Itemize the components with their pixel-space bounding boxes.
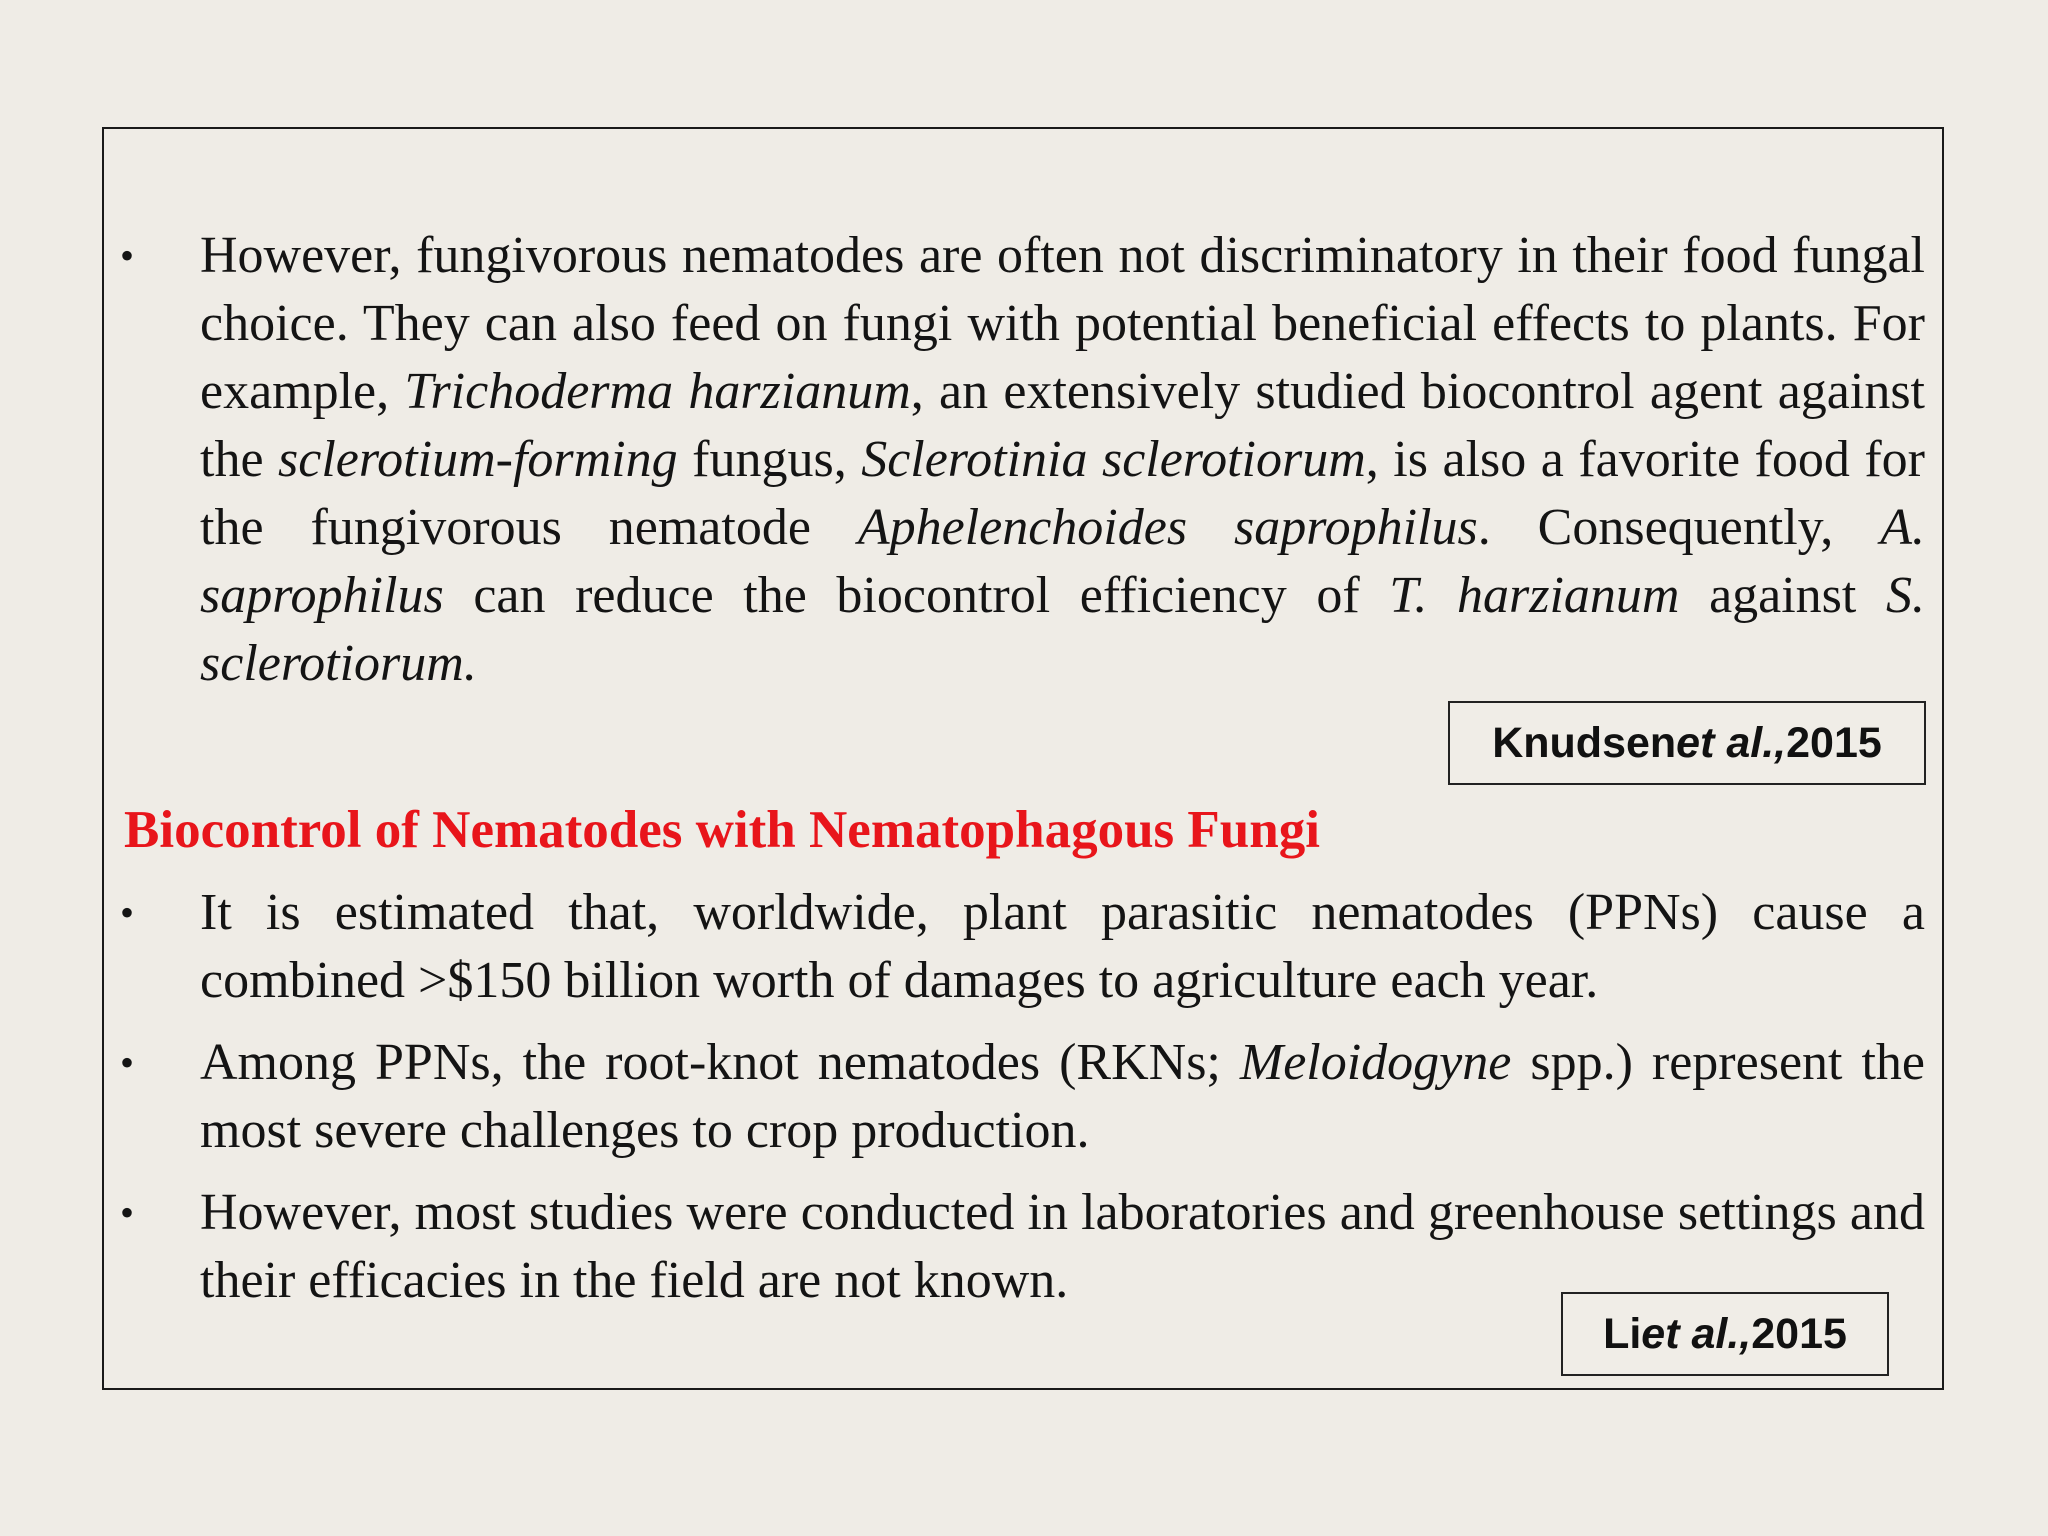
- bullet-paragraph-rkn: Among PPNs, the root-knot nematodes (RKNs; Meloidogyne spp.) represent the most severe challenges to crop production.: [200, 1034, 1926, 1159]
- species-name: Meloidogyne: [1239, 1034, 1512, 1091]
- citation-li: Li et al., 2015: [1561, 1292, 1889, 1376]
- citation-knudsen: Knudsen et al., 2015: [1448, 701, 1926, 785]
- species-name: T. harzianum: [1389, 567, 1680, 624]
- bullet-paragraph-ppn-damage: It is estimated that, worldwide, plant parasitic nematodes (PPNs) cause a combined >$150 billion worth of damages to agriculture each year.: [200, 884, 1925, 1009]
- species-name: A. saprophilus: [200, 499, 1925, 624]
- bullet-paragraph-fungivorous: However, fungivorous nematodes are often not discriminatory in their food fungal choice. They can also feed on fungi with potential beneficial effects to plants. For example, Trichoderma harzianum, an extensively studied biocontrol agent against the sclerotium-forming fungus, Sclerotinia sclerotiorum, is also a favorite food for the fungivorous nematode Aphelenchoides saprophilus. Consequently, A. saprophilus can reduce the biocontrol efficiency of T. harzianum against S. sclerotiorum.: [200, 227, 1926, 692]
- species-name: Sclerotinia sclerotiorum: [861, 431, 1366, 488]
- species-name: Trichoderma harzianum: [404, 363, 911, 420]
- bullet-marker: •: [120, 233, 135, 278]
- bullet-marker: •: [120, 890, 135, 935]
- section-heading: Biocontrol of Nematodes with Nematophagous Fungi: [124, 801, 1320, 859]
- bullet-paragraph-field-efficacy: However, most studies were conducted in laboratories and greenhouse settings and their efficacies in the field are not known.: [200, 1184, 1925, 1309]
- species-name: Aphelenchoides saprophilus: [857, 499, 1478, 556]
- bullet-marker: •: [120, 1040, 135, 1085]
- species-name: sclerotium-forming: [278, 431, 678, 488]
- species-name: S. sclerotiorum.: [200, 567, 1925, 692]
- bullet-marker: •: [120, 1190, 135, 1235]
